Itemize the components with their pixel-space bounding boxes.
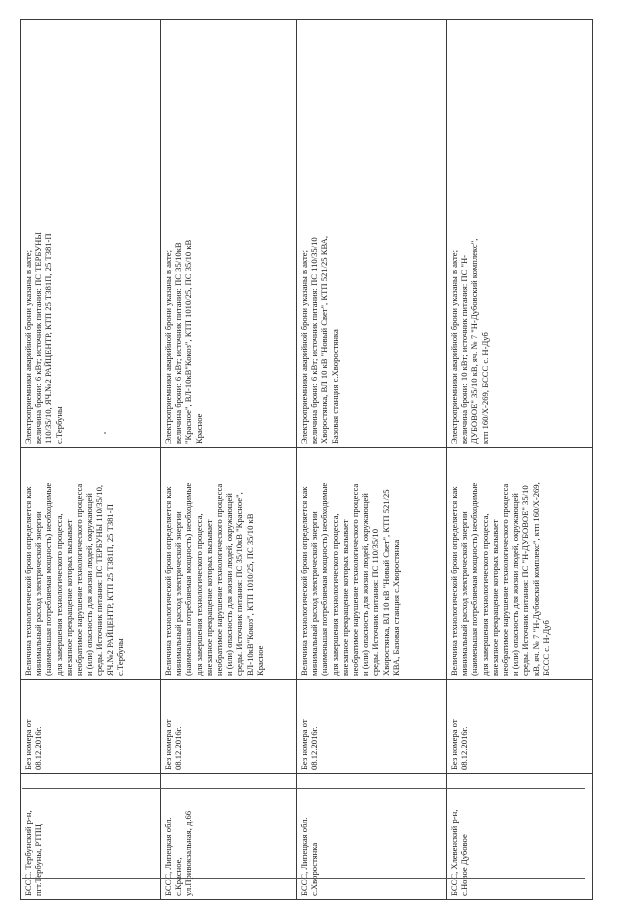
emergency-cell: Электроприемники аварийной брони указаны в акте; величина брони: 6 кВт; источник питания: ПС ТЕРБУНЫ 110/35/10, ЯЧ.№2 РАЙЦЕНТР, КТП 25 Т381П, 25 Т381-П с.Тербуны — [21, 20, 161, 448]
scan-speck — [104, 432, 106, 434]
description-cell: Величина технологической брони определяется как минимальный расход электрической энергии (наименьшая потребляемая мощность) необходимые для завершения технологического процесса, внезапное прекращение которых вызывает необратимое нарушение технологического процесса и (или) опасность для жизни людей, окружающей среды. Источник питания: ПС "Н-ДУБОВОЕ" 35/10 кВ, яч. № 7 "Н-Дубовский комплекс", ктп 160/Х-269, БССС с. Н-Дуб — [447, 448, 593, 680]
description-cell: Величина технологической брони определяется как минимальный расход электрической энергии (наименьшая потребляемая мощность) необходимые для завершения технологического процесса, внезапное прекращение которых вызывает необратимое нарушение технологического процесса и (или) опасность для жизни людей, окружающей среды. Источник питания: ПС ТЕРБУНЫ 110/35/10, ЯЧ.№2 РАЙЦЕНТР, КТП 25 Т381П, 25 Т381-П с.Тербуны — [21, 448, 161, 680]
emergency-cell: Электроприемники аварийной брони указаны в акте; величина брони: 10 кВт; источник питания: ПС "Н- ДУБОВОЕ" 35/10 кВ, яч. № 7 "Н-Дубовский комплекс", ктп 160/Х-269, БССС с. Н-Дуб — [447, 20, 593, 448]
divider-line — [22, 788, 585, 789]
description-cell: Величина технологической брони определяется как минимальный расход электрической энергии (наименьшая потребляемая мощность) необходимые для завершения технологического процесса, внезапное прекращение которых вызывает необратимое нарушение технологического процесса и (или) опасность для жизни людей, окружающей среды. Источник питания: ПС 35/10кВ "Красное", ВЛ-10кВ"Кокоз", КТП 1010/25, ПС 35/10 кВ Красное — [161, 448, 297, 680]
emergency-cell: Электроприемники аварийной брони указаны в акте; величина брони: 6 кВт; источник питания: ПС 35/10кВ "Красное", ВЛ-10кВ"Кокоз", КТП 1010/25, ПС 35/10 кВ Красное — [161, 20, 297, 448]
document-cell: Без номера от 08.12.2016г. — [297, 680, 447, 774]
document-cell: Без номера от 08.12.2016г. — [21, 680, 161, 774]
object-cell: БССС, Липецкая обл. с.Хворостянка — [297, 774, 447, 900]
document-cell: Без номера от 08.12.2016г. — [161, 680, 297, 774]
table-row — [161, 20, 297, 900]
object-cell: БССС, Липецкая обл. с.Красное, ул.Привокзальная, д.66 — [161, 774, 297, 900]
table-row — [21, 20, 161, 900]
divider-line — [22, 878, 585, 879]
object-cell: БССС, Хлевенский р-н, с.Новое Дубовое — [447, 774, 593, 900]
reservation-table — [20, 19, 593, 900]
document-cell: Без номера от 08.12.2016г. — [447, 680, 593, 774]
table-row — [447, 20, 593, 900]
object-cell: БССС. Тербунский р-н, пгт.Тербуны, РТПЦ — [21, 774, 161, 900]
table-row — [297, 20, 447, 900]
emergency-cell: Электроприемники аварийной брони указаны в акте; величина брони: 6 кВт; источник питания: ПС 110/35/10 Хворостянка, ВЛ 10 кВ "Новый Свет", КТП 521/25 КВА, Базовая станция с.Хворостянка — [297, 20, 447, 448]
description-cell: Величина технологической брони определяется как минимальный расход электрической энергии (наименьшая потребляемая мощность) необходимые для завершения технологического процесса, внезапное прекращение которых вызывает необратимое нарушение технологического процесса и (или) опасность для жизни людей, окружающей среды. Источник питания: ПС 110/35/10 Хворостянка, ВЛ 10 кВ "Новый Свет", КТП 521/25 КВА, Базовая станция с.Хворостянка — [297, 448, 447, 680]
